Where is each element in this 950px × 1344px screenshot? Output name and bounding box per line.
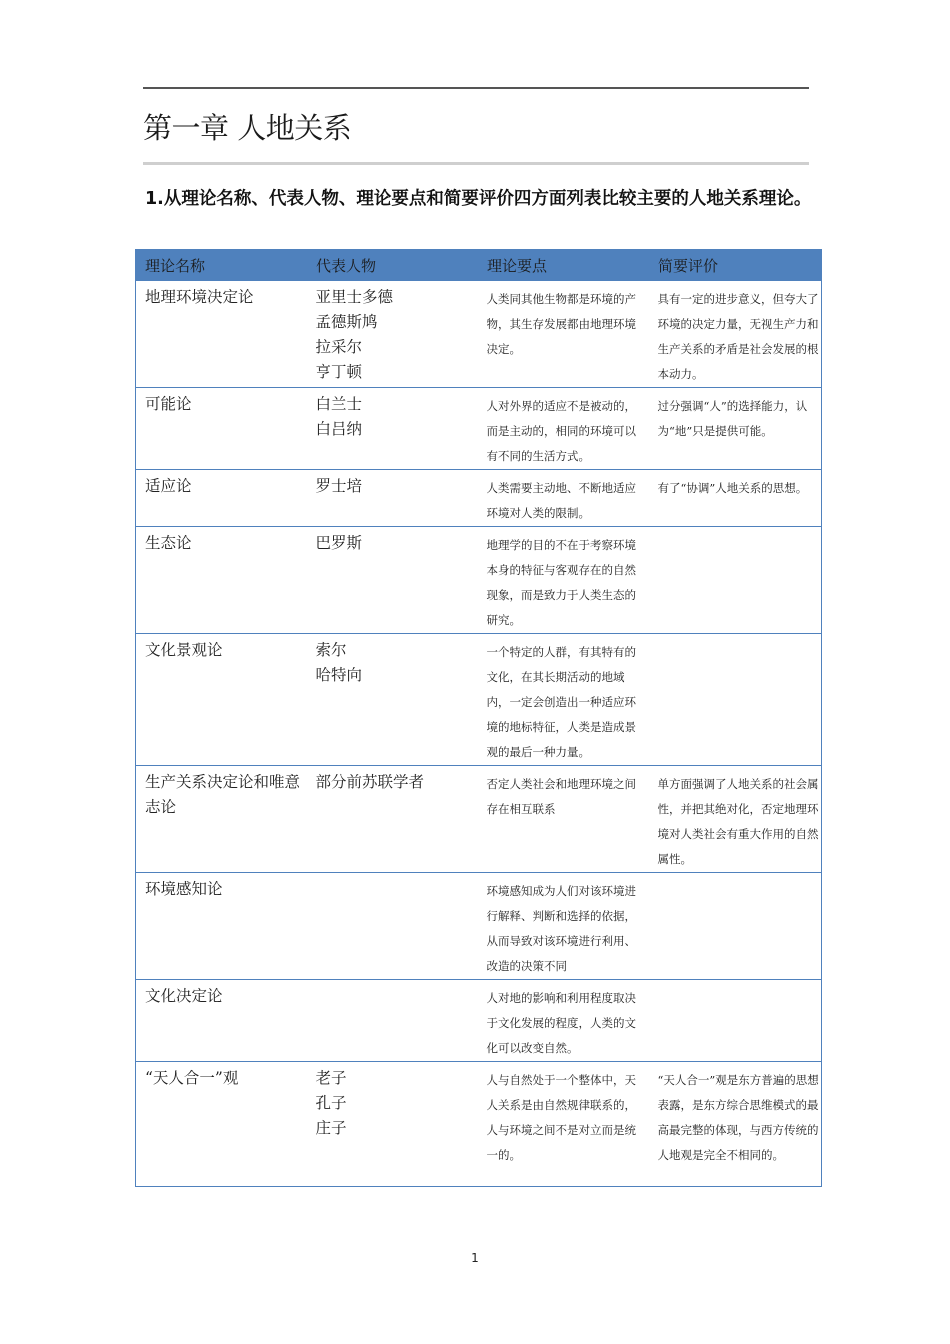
representative: 白吕纳 bbox=[315, 420, 363, 438]
table-row bbox=[136, 388, 822, 470]
key-points-cell: 人类同其他生物都是环境的产物，其生存发展都由地理环境决定。 bbox=[478, 281, 649, 388]
representatives-cell bbox=[307, 388, 478, 470]
key-points-cell: 人类需要主动地、不断地适应环境对人类的限制。 bbox=[478, 470, 649, 527]
evaluation-cell: 具有一定的进步意义，但夸大了环境的决定力量，无视生产力和生产关系的矛盾是社会发展的根本动力。 bbox=[649, 281, 822, 388]
header-rule bbox=[143, 87, 809, 89]
table-row bbox=[136, 873, 822, 980]
theory-name-cell: 生产关系决定论和唯意志论 bbox=[136, 766, 307, 873]
representative: 部分前苏联学者 bbox=[315, 773, 425, 791]
key-points-cell: 一个特定的人群，有其特有的文化，在其长期活动的地域内，一定会创造出一种适应环境的地标特征，人类是造成景观的最后一种力量。 bbox=[478, 634, 649, 766]
theory-name-cell: 可能论 bbox=[136, 388, 307, 470]
table-row bbox=[136, 766, 822, 873]
chapter-title: 第一章 人地关系 bbox=[143, 111, 352, 145]
key-points-cell: 人与自然处于一个整体中，天人关系是由自然规律联系的，人与环境之间不是对立而是统一的。 bbox=[478, 1062, 649, 1187]
evaluation-cell bbox=[649, 634, 822, 766]
table-row bbox=[136, 980, 822, 1062]
header-evaluation: 简要评价 bbox=[649, 250, 822, 281]
representative: 孟德斯鸠 bbox=[315, 313, 378, 331]
representatives-cell bbox=[307, 470, 478, 527]
table-row bbox=[136, 1062, 822, 1187]
representatives-cell bbox=[307, 527, 478, 634]
representatives-cell bbox=[307, 634, 478, 766]
theory-name-cell: 文化决定论 bbox=[136, 980, 307, 1062]
theory-name-cell: “天人合一”观 bbox=[136, 1062, 307, 1187]
header-key-points: 理论要点 bbox=[478, 250, 649, 281]
representatives-cell bbox=[307, 766, 478, 873]
theory-name-cell: 地理环境决定论 bbox=[136, 281, 307, 388]
key-points-cell: 地理学的目的不在于考察环境本身的特征与客观存在的自然现象，而是致力于人类生态的研究。 bbox=[478, 527, 649, 634]
representatives-cell bbox=[307, 873, 478, 980]
table-row bbox=[136, 470, 822, 527]
key-points-cell: 人对地的影响和利用程度取决于文化发展的程度，人类的文化可以改变自然。 bbox=[478, 980, 649, 1062]
representative: 庄子 bbox=[315, 1119, 347, 1137]
theory-comparison-table bbox=[135, 249, 822, 1187]
representatives-cell bbox=[307, 980, 478, 1062]
table-row bbox=[136, 527, 822, 634]
evaluation-cell: 有了“协调”人地关系的思想。 bbox=[649, 470, 822, 527]
representatives-cell bbox=[307, 281, 478, 388]
header-representatives: 代表人物 bbox=[307, 250, 478, 281]
representative: 拉采尔 bbox=[315, 338, 363, 356]
question-heading: 1.从理论名称、代表人物、理论要点和简要评价四方面列表比较主要的人地关系理论。 bbox=[145, 189, 812, 209]
table-header-row bbox=[136, 250, 822, 281]
title-divider bbox=[143, 162, 809, 165]
evaluation-cell: 单方面强调了人地关系的社会属性，并把其绝对化，否定地理环境对人类社会有重大作用的自然属性。 bbox=[649, 766, 822, 873]
header-theory-name: 理论名称 bbox=[136, 250, 307, 281]
representative: 哈特向 bbox=[315, 666, 363, 684]
key-points-cell: 人对外界的适应不是被动的，而是主动的，相同的环境可以有不同的生活方式。 bbox=[478, 388, 649, 470]
evaluation-cell bbox=[649, 873, 822, 980]
evaluation-cell: “天人合一”观是东方普遍的思想表露，是东方综合思维模式的最高最完整的体现，与西方传统的人地观是完全不相同的。 bbox=[649, 1062, 822, 1187]
representative: 老子 bbox=[315, 1069, 347, 1087]
theory-name-cell: 环境感知论 bbox=[136, 873, 307, 980]
representative: 亨丁顿 bbox=[315, 363, 363, 381]
key-points-cell: 否定人类社会和地理环境之间存在相互联系 bbox=[478, 766, 649, 873]
representative: 索尔 bbox=[315, 641, 347, 659]
theory-name-cell: 文化景观论 bbox=[136, 634, 307, 766]
evaluation-cell bbox=[649, 527, 822, 634]
table-row bbox=[136, 281, 822, 388]
theory-name-cell: 适应论 bbox=[136, 470, 307, 527]
evaluation-cell bbox=[649, 980, 822, 1062]
table-row bbox=[136, 634, 822, 766]
theory-name-cell: 生态论 bbox=[136, 527, 307, 634]
representative: 亚里士多德 bbox=[315, 288, 394, 306]
representative: 罗士培 bbox=[315, 477, 363, 495]
page-number: 1 bbox=[471, 1251, 479, 1265]
key-points-cell: 环境感知成为人们对该环境进行解释、判断和选择的依据，从而导致对该环境进行利用、改造的决策不同 bbox=[478, 873, 649, 980]
representative: 巴罗斯 bbox=[315, 534, 363, 552]
representative: 白兰士 bbox=[315, 395, 363, 413]
representative: 孔子 bbox=[315, 1094, 347, 1112]
evaluation-cell: 过分强调“人”的选择能力，认为“地”只是提供可能。 bbox=[649, 388, 822, 470]
representatives-cell bbox=[307, 1062, 478, 1187]
